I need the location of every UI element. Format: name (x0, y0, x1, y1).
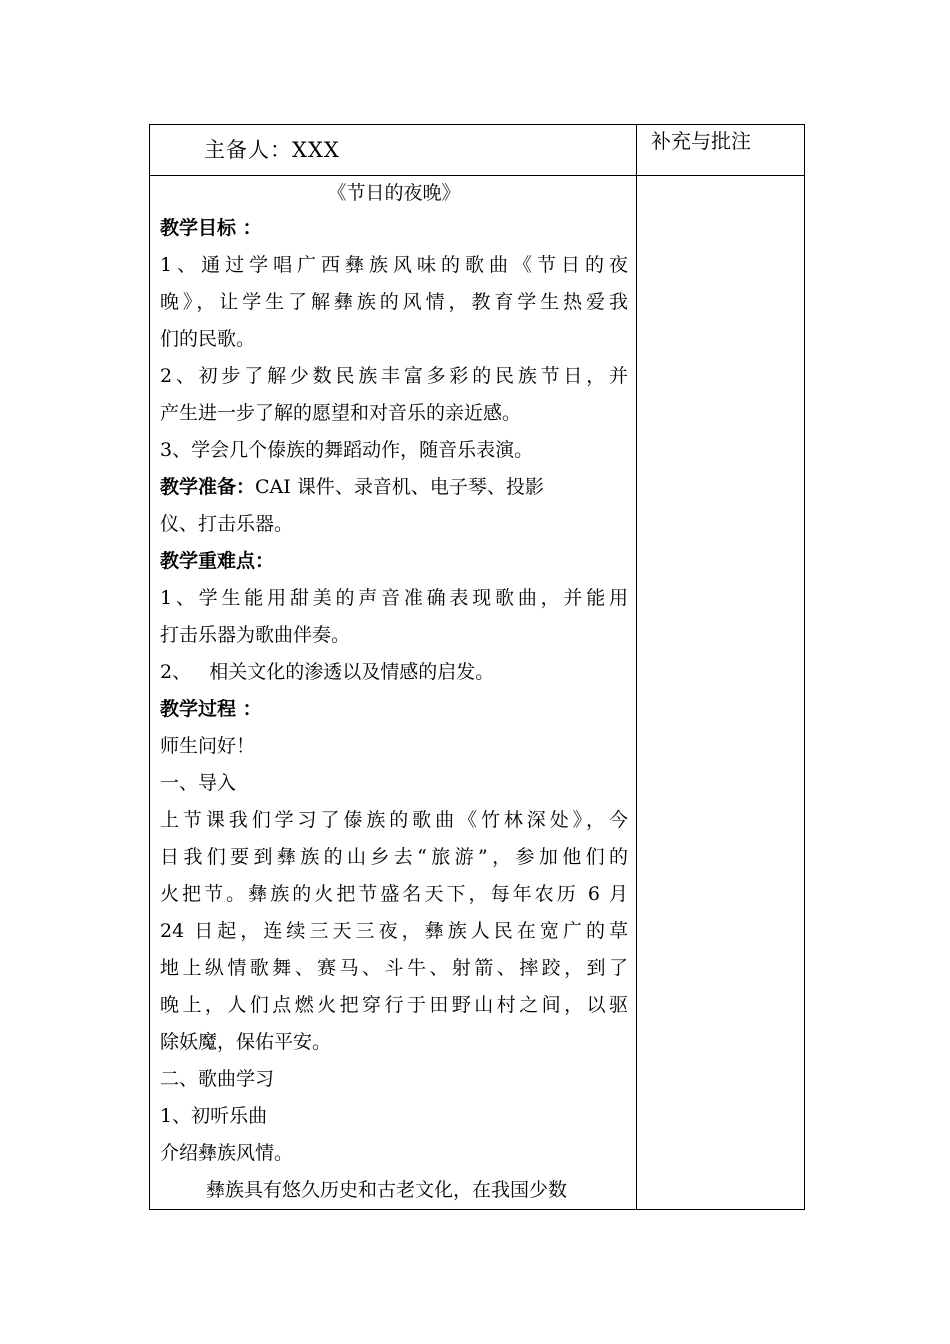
preparation-heading: 教学准备： (160, 476, 256, 498)
header-row (150, 125, 805, 176)
lesson-content-cell (150, 176, 637, 1210)
goal-2-line-2: 产生进一步了解的愿望和对音乐的亲近感。 (160, 402, 522, 424)
key-points-heading: 教学重难点： (160, 550, 275, 572)
greeting: 师生问好！ (160, 735, 256, 757)
intro-line-3: 火把节。彝族的火把节盛名天下，每年农历 6 月 (160, 883, 628, 905)
intro-line-1: 上节课我们学习了傣族的歌曲《竹林深处》，今 (160, 809, 628, 831)
goal-1-line-2: 晚》，让学生了解彝族的风情，教育学生热爱我 (160, 291, 628, 313)
preparation-line-1 (160, 469, 628, 506)
lesson-title: 《节日的夜晚》 (327, 182, 461, 204)
goal-2-line-1: 2、初步了解少数民族丰富多彩的民族节日，并 (160, 365, 628, 387)
step-1-text: 介绍彝族风情。 (160, 1142, 294, 1164)
goals-heading: 教学目标 ： (160, 217, 262, 239)
preparation-text: CAI 课件、录音机、电子琴、投影 (255, 476, 544, 498)
notes-header-cell (637, 125, 805, 176)
notes-header-label: 补充与批注 (651, 129, 751, 153)
preparation-line-2: 仪、打击乐器。 (160, 513, 294, 535)
paragraph-last-line: 彝族具有悠久历史和古老文化，在我国少数 (206, 1179, 568, 1201)
key-point-2: 2、 相关文化的渗透以及情感的启发。 (160, 661, 495, 683)
key-point-1-line-1: 1、学生能用甜美的声音准确表现歌曲，并能用 (160, 587, 628, 609)
goal-1-line-1: 1、通过学唱广西彝族风味的歌曲《节日的夜 (160, 254, 628, 276)
lesson-content (150, 176, 636, 1209)
section-1-heading: 一、导入 (160, 772, 237, 794)
preparer-cell (150, 125, 637, 176)
step-1-heading: 1、初听乐曲 (160, 1105, 268, 1127)
intro-line-5: 地上纵情歌舞、赛马、斗牛、射箭、摔跤，到了 (160, 957, 628, 979)
notes-cell (637, 176, 805, 1210)
goal-1-line-3: 们的民歌。 (160, 328, 256, 350)
preparer-label: 主备人：XXX (204, 138, 340, 162)
intro-line-7: 除妖魔，保佑平安。 (160, 1031, 332, 1053)
body-row (150, 176, 805, 1210)
goal-3: 3、学会几个傣族的舞蹈动作，随音乐表演。 (160, 439, 534, 461)
intro-line-4: 24 日起，连续三天三夜，彝族人民在宽广的草 (160, 920, 628, 942)
intro-line-2: 日我们要到彝族的山乡去“旅游”，参加他们的 (160, 846, 628, 868)
lesson-plan-table (149, 124, 805, 1210)
intro-line-6: 晚上，人们点燃火把穿行于田野山村之间，以驱 (160, 994, 628, 1016)
section-2-heading: 二、歌曲学习 (160, 1068, 275, 1090)
key-point-1-line-2: 打击乐器为歌曲伴奏。 (160, 624, 351, 646)
process-heading: 教学过程 ： (160, 698, 262, 720)
